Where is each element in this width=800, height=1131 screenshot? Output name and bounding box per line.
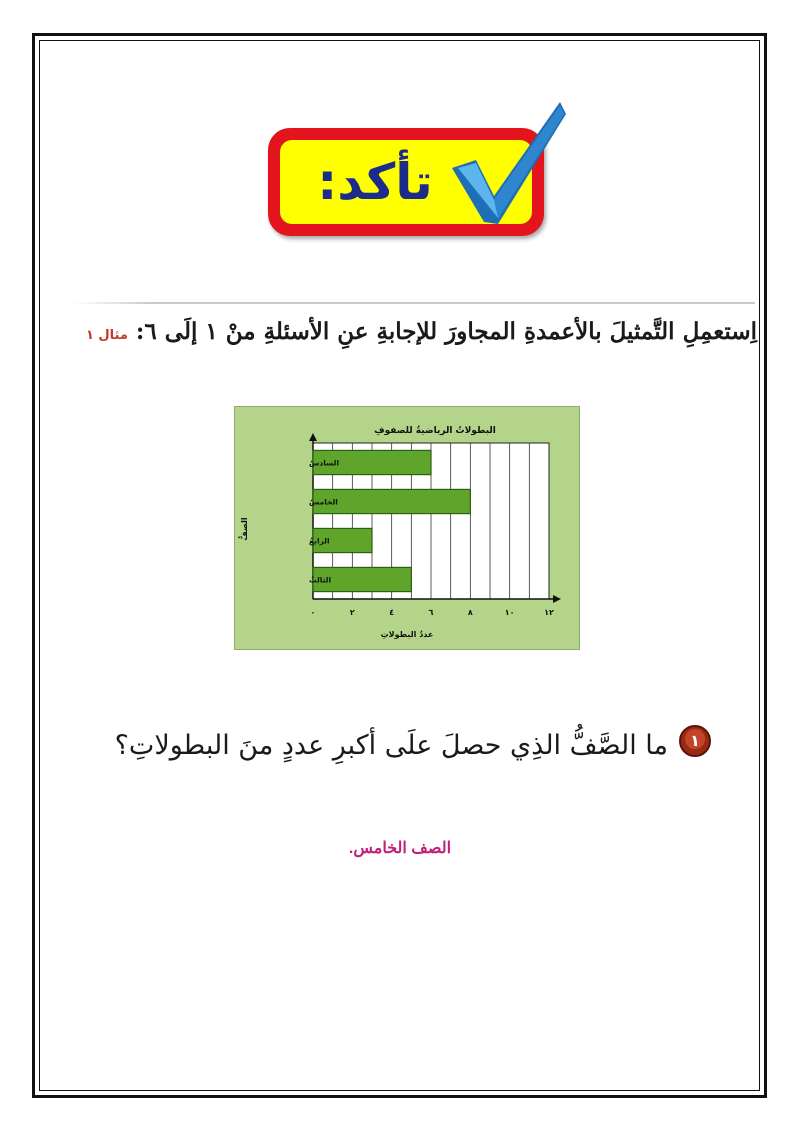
chart-x-tick-label: ٠ [310,608,316,617]
instruction-text: اِستعمِلِ التَّمثيلَ بالأعمدةِ المجاورَ للإجابةِ عنِ الأسئلةِ منْ ١ إلَى ٦: [127,318,757,345]
chart-y-axis-arrow [309,433,317,441]
checkmark-icon [448,98,570,228]
chart-x-axis-arrow [553,595,561,603]
chart-x-tick-label: ٨ [467,608,473,617]
chart-category-label: الثالثُ [309,575,332,585]
chart-x-tick-label: ٤ [389,608,395,617]
page-title: تأكد: [317,153,433,211]
question-number: ١ [690,731,700,750]
answer-text: الصف الخامس. [348,840,452,857]
bar-chart-svg [235,407,581,651]
chart-category-label: السادسُ [309,458,340,468]
chart-x-tick-label: ١٢ [544,608,554,617]
chart-x-tick-label: ١٠ [504,608,515,617]
question-text: ما الصَّفُّ الذِي حصلَ علَى أكبرِ عددٍ منَ البطولاتِ؟ [114,730,668,761]
bar-chart [234,406,580,650]
instruction-divider [72,302,755,304]
chart-x-tick-label: ٦ [428,608,434,617]
chart-category-label: الخامسُ [309,497,338,507]
chart-x-axis-label: عددُ البطولاتِ [380,630,434,639]
instruction-line [60,318,757,358]
chart-x-tick-label: ٢ [349,608,355,617]
chart-title: البطولاتُ الرياضيةُ للصفوفِ [374,426,496,436]
question-number-badge [678,724,712,758]
chart-y-axis-label: الصفُّ [240,517,249,541]
example-reference: مثال ١ [85,328,128,343]
chart-category-label: الرابعُ [309,536,330,546]
